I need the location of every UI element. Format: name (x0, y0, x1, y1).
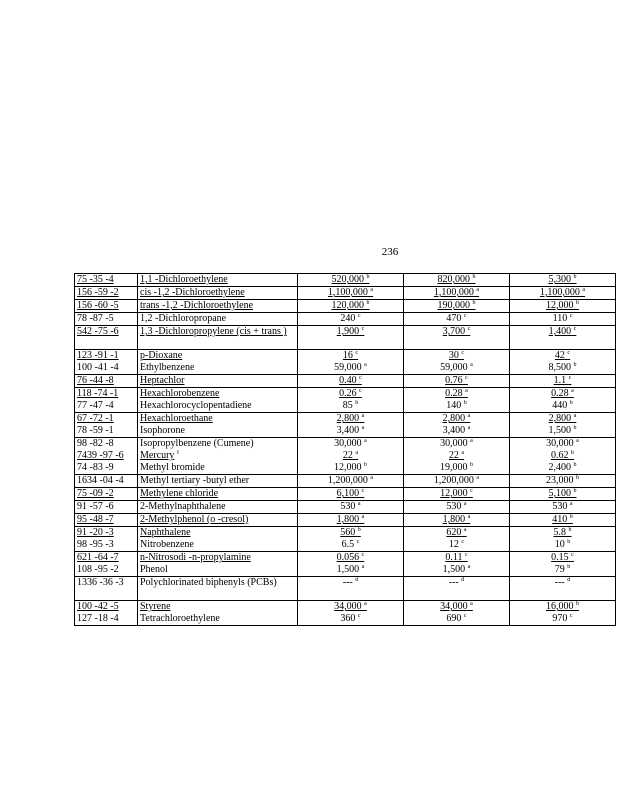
footnote-mark: a (370, 287, 374, 293)
footnote-mark: b (569, 514, 573, 520)
footnote-mark: a (364, 438, 367, 444)
chemical-name: 1,2 -Dichloropropane (138, 313, 298, 326)
footnote-mark: a (470, 362, 473, 368)
chemical-screening-table (74, 273, 616, 626)
footnote-mark: b (364, 462, 367, 468)
value-cell: 3,700 $^c$ (404, 326, 510, 350)
cas-number: 95 -48 -7 (75, 514, 138, 527)
footnote-mark: b (573, 362, 577, 368)
footnote-mark: a (361, 413, 365, 419)
footnote-mark: b (463, 400, 467, 406)
footnote-mark: a (463, 527, 467, 533)
chemical-name: Naphthalene (138, 527, 298, 540)
footnote-mark: d (355, 577, 359, 583)
value-cell: 1,900 $^c$ (298, 326, 404, 350)
chemical-name: Mercury $^f$ (138, 450, 298, 462)
value-cell: 30,000 $^a$ (298, 438, 404, 451)
cas-number: 76 -44 -8 (75, 375, 138, 388)
value-cell: 970 $^c$ (510, 613, 616, 626)
footnote-mark: c (464, 552, 468, 558)
cas-number: 1634 -04 -4 (75, 475, 138, 488)
footnote-mark: b (568, 527, 572, 533)
cas-number: 74 -83 -9 (75, 462, 138, 475)
value-cell: 2,800 $^a$ (404, 413, 510, 426)
footnote-mark: b (569, 400, 573, 406)
value-cell: 1.1 $^c$ (510, 375, 616, 388)
table-row (75, 462, 616, 475)
value-cell: 0.056 $^c$ (298, 552, 404, 565)
table-row (75, 613, 616, 626)
value-cell: 240 $^c$ (298, 313, 404, 326)
footnote-mark: b (472, 274, 476, 280)
chemical-name: 1,1 -Dichloroethylene (138, 274, 298, 287)
footnote-mark: c (461, 350, 465, 356)
value-cell: 42 $^c$ (510, 350, 616, 363)
cas-number: 75 -09 -2 (75, 488, 138, 501)
footnote-mark: c (463, 613, 467, 619)
chemical-name: Styrene (138, 601, 298, 614)
value-cell: 34,000 $^a$ (404, 601, 510, 614)
cas-number: 91 -57 -6 (75, 501, 138, 514)
value-cell: 410 $^b$ (510, 514, 616, 527)
value-cell: --- $^d$ (404, 577, 510, 601)
footnote-mark: b (357, 527, 361, 533)
footnote-mark: b (567, 564, 571, 570)
footnote-mark: a (467, 514, 471, 520)
cas-number: 108 -95 -2 (75, 564, 138, 577)
table-row (75, 313, 616, 326)
chemical-name: Methyl bromide (138, 462, 298, 475)
value-cell: 8,500 $^b$ (510, 362, 616, 375)
value-cell: 3,400 $^a$ (298, 425, 404, 438)
table-row (75, 375, 616, 388)
cas-number: 118 -74 -1 (75, 388, 138, 401)
footnote-mark: c (361, 326, 365, 332)
cas-number: 78 -59 -1 (75, 425, 138, 438)
chemical-name: n-Nitrosodi -n-propylamine (138, 552, 298, 565)
table-row (75, 438, 616, 451)
value-cell: 1,800 $^a$ (404, 514, 510, 527)
table-row (75, 601, 616, 614)
footnote-mark: a (571, 388, 574, 394)
chemical-name: 2-Methylnaphthalene (138, 501, 298, 514)
value-cell: 12 $^c$ (404, 539, 510, 552)
value-cell: 470 $^c$ (404, 313, 510, 326)
chemical-name: Tetrachloroethylene (138, 613, 298, 626)
value-cell: 140 $^b$ (404, 400, 510, 413)
footnote-mark: a (357, 501, 361, 507)
table-row (75, 413, 616, 426)
footnote-mark: a (569, 501, 573, 507)
table-row (75, 300, 616, 313)
value-cell: 85 $^b$ (298, 400, 404, 413)
cas-number: 127 -18 -4 (75, 613, 138, 626)
value-cell: 22 $^a$ (404, 450, 510, 462)
value-cell: 16 $^c$ (298, 350, 404, 363)
chemical-name: Methyl tertiary -butyl ether (138, 475, 298, 488)
footnote-mark: c (355, 350, 359, 356)
cas-number: 156 -60 -5 (75, 300, 138, 313)
footnote-mark: c (357, 313, 361, 319)
footnote-mark: b (472, 300, 476, 306)
value-cell: --- $^d$ (298, 577, 404, 601)
table-row (75, 350, 616, 363)
value-cell: 1,500 $^b$ (510, 425, 616, 438)
value-cell: 0.62 $^b$ (510, 450, 616, 462)
value-cell: 1,400 $^c$ (510, 326, 616, 350)
footnote-mark: a (364, 362, 367, 368)
footnote-mark: a (467, 413, 471, 419)
value-cell: 2,800 $^a$ (298, 413, 404, 426)
value-cell: 5,300 $^b$ (510, 274, 616, 287)
table-row (75, 527, 616, 540)
chemical-name: 2-Methylphenol (o -cresol) (138, 514, 298, 527)
footnote-mark: b (576, 475, 579, 481)
footnote-mark: c (568, 375, 572, 381)
value-cell: 0.40 $^c$ (298, 375, 404, 388)
footnote-mark: b (571, 450, 574, 456)
table-row (75, 287, 616, 300)
footnote-mark: a (576, 438, 579, 444)
footnote-mark: a (582, 287, 586, 293)
value-cell: 0.26 $^c$ (298, 388, 404, 401)
footnote-mark: b (355, 400, 359, 406)
value-cell: 1,500 $^a$ (298, 564, 404, 577)
footnote-mark: c (361, 552, 365, 558)
value-cell: 360 $^c$ (298, 613, 404, 626)
footnote-mark: a (476, 287, 480, 293)
footnote-mark: b (576, 601, 579, 607)
value-cell: 6,100 $^c$ (298, 488, 404, 501)
value-cell: 1,200,000 $^a$ (298, 475, 404, 488)
footnote-mark: a (476, 475, 480, 481)
value-cell: 16,000 $^b$ (510, 601, 616, 614)
cas-number: 91 -20 -3 (75, 527, 138, 540)
footnote-mark: b (576, 300, 579, 306)
cas-number: 621 -64 -7 (75, 552, 138, 565)
chemical-name: 1,3 -Dichloropropylene (cis + trans ) (138, 326, 298, 350)
footnote-mark: a (370, 475, 374, 481)
value-cell: --- $^d$ (510, 577, 616, 601)
value-cell: 1,100,000 $^a$ (510, 287, 616, 300)
value-cell: 30 $^c$ (404, 350, 510, 363)
footnote-mark: b (470, 462, 473, 468)
chemical-name: Hexachloroethane (138, 413, 298, 426)
value-cell: 34,000 $^a$ (298, 601, 404, 614)
footnote-mark: d (567, 577, 571, 583)
footnote-mark: f (176, 450, 179, 456)
cas-number: 75 -35 -4 (75, 274, 138, 287)
chemical-name: p-Dioxane (138, 350, 298, 363)
table-row (75, 450, 616, 462)
value-cell: 560 $^b$ (298, 527, 404, 540)
footnote-mark: c (361, 488, 365, 494)
value-cell: 5,100 $^b$ (510, 488, 616, 501)
chemical-name: Nitrobenzene (138, 539, 298, 552)
value-cell: 6.5 $^c$ (298, 539, 404, 552)
value-cell: 190,000 $^b$ (404, 300, 510, 313)
footnote-mark: b (573, 488, 577, 494)
table-row (75, 577, 616, 601)
footnote-mark: b (573, 425, 577, 431)
value-cell: 5.8 $^b$ (510, 527, 616, 540)
footnote-mark: a (461, 450, 465, 456)
cas-number: 123 -91 -1 (75, 350, 138, 363)
table-row (75, 425, 616, 438)
footnote-mark: c (467, 326, 471, 332)
footnote-mark: c (571, 552, 574, 558)
value-cell: 0.28 $^a$ (510, 388, 616, 401)
chemical-name: Isopropylbenzene (Cumene) (138, 438, 298, 451)
value-cell: 59,000 $^a$ (298, 362, 404, 375)
value-cell: 620 $^a$ (404, 527, 510, 540)
value-cell: 2,400 $^b$ (510, 462, 616, 475)
chemical-name: Methylene chloride (138, 488, 298, 501)
value-cell: 0.28 $^a$ (404, 388, 510, 401)
table-row (75, 274, 616, 287)
footnote-mark: a (361, 564, 365, 570)
chemical-name: Ethylbenzene (138, 362, 298, 375)
page-number: 236 (381, 246, 399, 258)
value-cell: 10 $^b$ (510, 539, 616, 552)
cas-number: 67 -72 -1 (75, 413, 138, 426)
footnote-mark: c (461, 539, 465, 545)
cas-number: 98 -82 -8 (75, 438, 138, 451)
footnote-mark: b (366, 274, 370, 280)
footnote-mark: a (361, 425, 365, 431)
value-cell: 530 $^a$ (510, 501, 616, 514)
footnote-mark: a (463, 501, 467, 507)
footnote-mark: a (355, 450, 359, 456)
cas-number: 156 -59 -2 (75, 287, 138, 300)
table-row (75, 400, 616, 413)
value-cell: 110 $^c$ (510, 313, 616, 326)
footnote-mark: b (366, 300, 370, 306)
value-cell: 530 $^a$ (404, 501, 510, 514)
value-cell: 59,000 $^a$ (404, 362, 510, 375)
value-cell: 520,000 $^b$ (298, 274, 404, 287)
cas-number: 1336 -36 -3 (75, 577, 138, 601)
value-cell: 530 $^a$ (298, 501, 404, 514)
footnote-mark: a (470, 601, 473, 607)
value-cell: 19,000 $^b$ (404, 462, 510, 475)
footnote-mark: c (569, 313, 573, 319)
table-row (75, 564, 616, 577)
value-cell: 23,000 $^b$ (510, 475, 616, 488)
footnote-mark: d (461, 577, 465, 583)
footnote-mark: c (359, 375, 362, 381)
chemical-name: trans -1,2 -Dichloroethylene (138, 300, 298, 313)
chemical-name: Hexachlorobenzene (138, 388, 298, 401)
chemical-name: Polychlorinated biphenyls (PCBs) (138, 577, 298, 601)
footnote-mark: a (467, 564, 471, 570)
footnote-mark: c (356, 539, 360, 545)
cas-number: 100 -41 -4 (75, 362, 138, 375)
footnote-mark: a (364, 601, 367, 607)
table-row (75, 326, 616, 350)
value-cell: 1,200,000 $^a$ (404, 475, 510, 488)
cas-number: 7439 -97 -6 (75, 450, 138, 462)
value-cell: 12,000 $^b$ (298, 462, 404, 475)
footnote-mark: b (573, 462, 577, 468)
cas-number: 78 -87 -5 (75, 313, 138, 326)
table-row (75, 539, 616, 552)
value-cell: 30,000 $^a$ (404, 438, 510, 451)
table-row (75, 362, 616, 375)
footnote-mark: c (470, 488, 473, 494)
footnote-mark: c (569, 613, 573, 619)
value-cell: 440 $^b$ (510, 400, 616, 413)
cas-number: 77 -47 -4 (75, 400, 138, 413)
value-cell: 12,000 $^b$ (510, 300, 616, 313)
footnote-mark: c (573, 326, 577, 332)
cas-number: 542 -75 -6 (75, 326, 138, 350)
footnote-mark: c (465, 375, 468, 381)
value-cell: 820,000 $^b$ (404, 274, 510, 287)
footnote-mark: a (470, 438, 473, 444)
value-cell: 0.76 $^c$ (404, 375, 510, 388)
cas-number: 98 -95 -3 (75, 539, 138, 552)
value-cell: 30,000 $^a$ (510, 438, 616, 451)
value-cell: 1,800 $^a$ (298, 514, 404, 527)
value-cell: 22 $^a$ (298, 450, 404, 462)
chemical-name: Phenol (138, 564, 298, 577)
table-row (75, 552, 616, 565)
footnote-mark: c (357, 613, 361, 619)
value-cell: 0.11 $^c$ (404, 552, 510, 565)
chemical-name: Isophorone (138, 425, 298, 438)
value-cell: 1,500 $^a$ (404, 564, 510, 577)
chemical-name: Heptachlor (138, 375, 298, 388)
table-row (75, 488, 616, 501)
cas-number: 100 -42 -5 (75, 601, 138, 614)
value-cell: 2,800 $^a$ (510, 413, 616, 426)
chemical-name: Hexachlorocyclopentadiene (138, 400, 298, 413)
footnote-mark: a (573, 413, 577, 419)
footnote-mark: a (361, 514, 365, 520)
value-cell: 690 $^c$ (404, 613, 510, 626)
footnote-mark: a (467, 425, 471, 431)
value-cell: 1,100,000 $^a$ (298, 287, 404, 300)
chemical-name: cis -1,2 -Dichloroethylene (138, 287, 298, 300)
footnote-mark: b (567, 539, 571, 545)
value-cell: 3,400 $^a$ (404, 425, 510, 438)
value-cell: 79 $^b$ (510, 564, 616, 577)
table-row (75, 388, 616, 401)
value-cell: 120,000 $^b$ (298, 300, 404, 313)
footnote-mark: b (573, 274, 577, 280)
value-cell: 0.15 $^c$ (510, 552, 616, 565)
table-row (75, 501, 616, 514)
table-row (75, 475, 616, 488)
table-row (75, 514, 616, 527)
footnote-mark: c (463, 313, 467, 319)
footnote-mark: a (465, 388, 468, 394)
value-cell: 1,100,000 $^a$ (404, 287, 510, 300)
footnote-mark: c (567, 350, 571, 356)
value-cell: 12,000 $^c$ (404, 488, 510, 501)
footnote-mark: c (359, 388, 362, 394)
